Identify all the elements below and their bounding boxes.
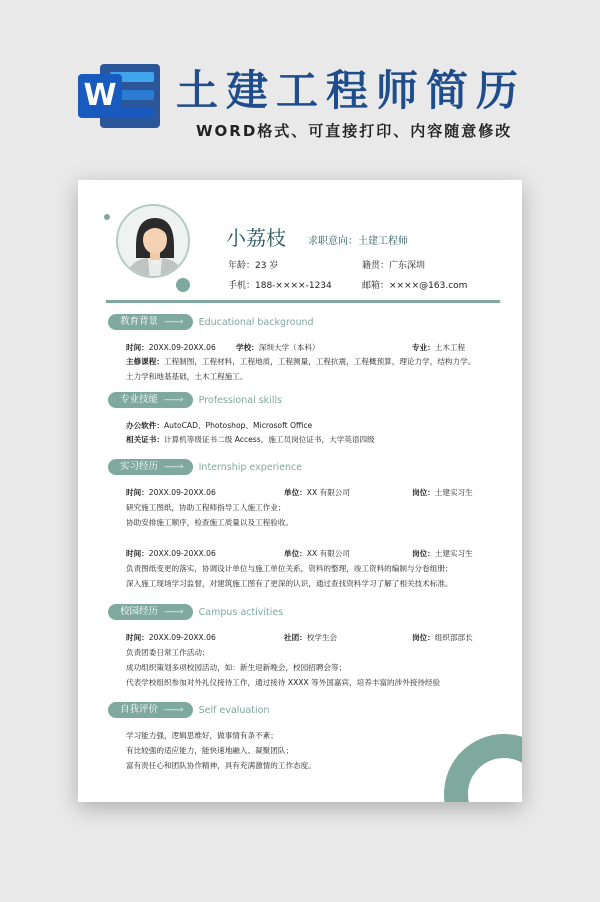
section-campus-header	[108, 604, 283, 620]
education-courses-cont: 土力学和地基基础，土木工程施工。	[126, 372, 248, 381]
section-pill	[108, 459, 193, 475]
word-icon-letter: W	[78, 74, 122, 118]
section-pill	[108, 702, 193, 718]
internship-desc: 协助安排施工顺序，检查施工质量以及工程验收。	[126, 518, 294, 527]
person-icon	[118, 206, 190, 278]
section-title: 校园经历	[120, 606, 159, 617]
arrow-right-icon: ——›	[164, 462, 183, 472]
section-title-en: Professional skills	[198, 394, 283, 406]
candidate-name: 小荔枝	[226, 226, 286, 250]
internship-time: 时间：20XX.09-20XX.06	[126, 488, 216, 497]
section-title-en: Self evaluation	[198, 704, 270, 716]
section-pill	[108, 314, 193, 330]
section-title-en: Internship experience	[198, 461, 303, 473]
resume-paper	[78, 180, 522, 802]
internship-desc: 负责图纸变更的落实，协调设计单位与施工单位关系，资料的整理，竣工资料的编制与分卷组册；	[126, 564, 453, 573]
section-pill	[108, 392, 193, 408]
arrow-right-icon: ——›	[164, 607, 183, 617]
section-title-en: Campus activities	[198, 606, 284, 618]
section-title: 专业技能	[120, 394, 159, 405]
campus-desc: 负责团委日常工作活动；	[126, 648, 210, 657]
arrow-right-icon: ——›	[164, 317, 183, 327]
internship-desc: 深入施工现场学习监督，对建筑施工图有了更深的认识，通过查找资料学习了解了相关技术标准。	[126, 579, 453, 588]
section-title: 自我评价	[120, 704, 159, 715]
internship-desc: 研究施工图纸，协助工程师指导工人施工作业；	[126, 503, 286, 512]
skills-cert: 相关证书：计算机等级证书二级 Access，施工员岗位证书，大学英语四级	[126, 435, 375, 444]
self-eval-desc: 学习能力强，逻辑思维好，做事情有条不紊；	[126, 731, 278, 740]
section-title: 教育背景	[120, 316, 159, 327]
arrow-right-icon: ——›	[164, 705, 183, 715]
age: 年龄：23 岁	[228, 261, 279, 271]
decorative-circle	[444, 734, 522, 802]
section-self-eval-header	[108, 702, 269, 718]
avatar-accent-dot	[176, 278, 190, 292]
section-title: 实习经历	[120, 461, 159, 472]
internship-post: 岗位：土建实习生	[412, 488, 473, 497]
education-row: 时间：20XX.09-20XX.06	[126, 343, 216, 352]
avatar-ring-dot	[104, 214, 110, 220]
campus-post: 岗位：组织部部长	[412, 633, 473, 642]
word-icon	[78, 64, 160, 128]
arrow-right-icon: ——›	[164, 395, 183, 405]
page-subtitle: WORD格式、可直接打印、内容随意修改	[196, 122, 513, 140]
campus-club: 社团：校学生会	[284, 633, 338, 642]
campus-desc: 代表学校组织参加对外礼仪接待工作，通过接待 XXXX 等外国嘉宾，培养丰富的涉外接待经验	[126, 678, 441, 687]
page-title: 土建工程师简历	[176, 66, 527, 115]
self-eval-desc: 有比较强的适应能力，能快速地融入、凝聚团队；	[126, 746, 294, 755]
banner	[0, 0, 600, 160]
section-pill	[108, 604, 193, 620]
self-eval-desc: 富有责任心和团队协作精神，具有充满激情的工作态度。	[126, 761, 316, 770]
section-skills-header	[108, 392, 282, 408]
education-courses: 主修课程：工程制图，工程材料，工程地质，工程测量，工程抗震，工程概预算，理论力学，结构力学。	[126, 357, 476, 366]
education-major: 专业：土木工程	[412, 343, 466, 352]
section-internship-header	[108, 459, 302, 475]
phone: 手机：188-××××-1234	[228, 281, 332, 291]
internship-time: 时间：20XX.09-20XX.06	[126, 549, 216, 558]
internship-unit: 单位：XX 有限公司	[284, 488, 350, 497]
avatar	[116, 204, 190, 278]
job-intent: 求职意向：土建工程师	[308, 236, 408, 247]
campus-time: 时间：20XX.09-20XX.06	[126, 633, 216, 642]
section-title-en: Educational background	[198, 316, 314, 328]
hometown: 籍贯：广东深圳	[362, 261, 426, 271]
divider	[106, 300, 500, 303]
education-school: 学校：深圳大学（本科）	[236, 343, 320, 352]
campus-desc: 成功组织策划多项校园活动，如：新生迎新晚会，校园招聘会等；	[126, 663, 347, 672]
email: 邮箱：××××@163.com	[362, 281, 468, 291]
internship-post: 岗位：土建实习生	[412, 549, 473, 558]
internship-unit: 单位：XX 有限公司	[284, 549, 350, 558]
skills-office: 办公软件：AutoCAD、Photoshop、Microsoft Office	[126, 421, 313, 430]
section-education-header	[108, 314, 314, 330]
